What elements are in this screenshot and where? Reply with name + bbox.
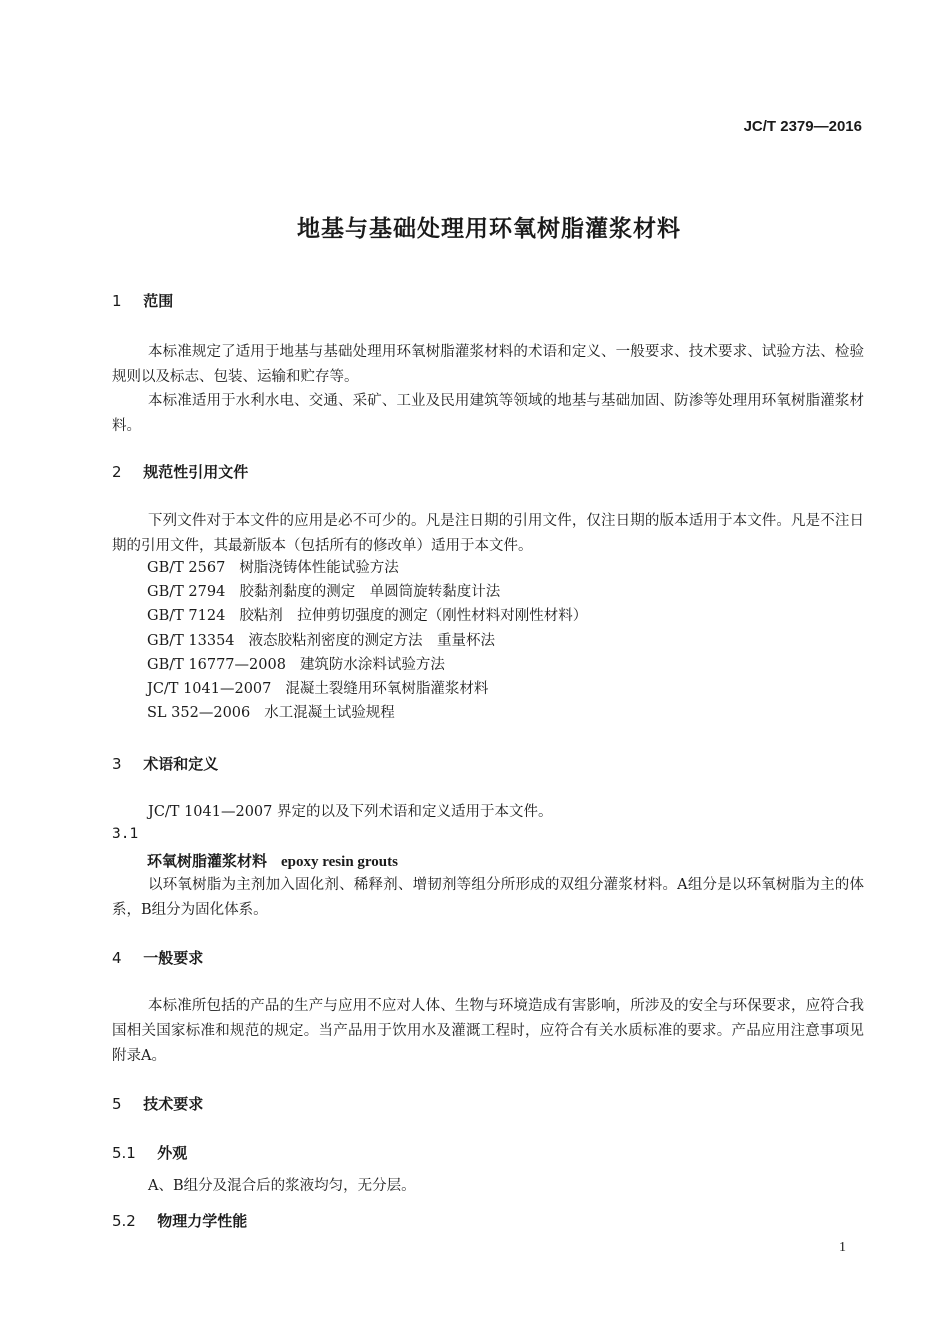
reference-code: GB/T 13354 <box>147 632 235 649</box>
section-5-2-heading <box>112 1210 247 1231</box>
section-1-heading <box>112 290 173 311</box>
page-number: 1 <box>839 1240 846 1255</box>
term-definition: 以环氧树脂为主剂加入固化剂、稀释剂、增韧剂等组分所形成的双组分灌浆材料。A组分是以环氧树脂为主的体系，B组分为固化体系。 <box>112 877 864 918</box>
section-4-heading <box>112 947 203 968</box>
reference-code: JC/T 1041—2007 <box>147 681 272 698</box>
section-3-intro: JC/T 1041—2007 界定的以及下列术语和定义适用于本文件。 <box>148 804 553 820</box>
section-number: 2 <box>112 463 122 481</box>
section-number: 5 <box>112 1095 122 1113</box>
section-3-heading <box>112 753 218 774</box>
section-5-1-heading <box>112 1142 187 1163</box>
section-number: 3 <box>112 755 122 773</box>
reference-title: 水工混凝土试验规程 <box>264 705 395 722</box>
section-title: 外观 <box>157 1144 188 1162</box>
section-number: 5.1 <box>112 1144 136 1162</box>
section-4-paragraph: 本标准所包括的产品的生产与应用不应对人体、生物与环境造成有害影响，所涉及的安全与环保要求，应符合我国相关国家标准和规范的规定。当产品用于饮用水及灌溉工程时，应符合有关水质标准的要求。产品应用注意事项见附录A。 <box>112 998 864 1064</box>
reference-code: GB/T 2794 <box>147 584 226 601</box>
reference-item <box>147 701 587 725</box>
reference-code: GB/T 2567 <box>147 560 226 576</box>
standard-code: JC/T 2379—2016 <box>743 118 862 135</box>
section-2-intro: 下列文件对于本文件的应用是必不可少的。凡是注日期的引用文件，仅注日期的版本适用于本文件。凡是不注日期的引用文件，其最新版本（包括所有的修改单）适用于本文件。 <box>112 513 864 554</box>
document-title: 地基与基础处理用环氧树脂灌浆材料 <box>297 216 681 242</box>
section-number: 5.2 <box>112 1212 136 1230</box>
reference-title: 液态胶粘剂密度的测定方法 重量杯法 <box>248 632 496 649</box>
reference-item <box>147 604 587 628</box>
reference-title: 胶粘剂 拉伸剪切强度的测定（刚性材料对刚性材料） <box>239 608 588 625</box>
reference-item <box>147 653 587 677</box>
reference-item <box>147 677 587 701</box>
reference-title: 胶黏剂黏度的测定 单圆筒旋转黏度计法 <box>239 584 501 601</box>
term-name <box>147 850 398 871</box>
reference-title: 建筑防水涂料试验方法 <box>299 656 445 673</box>
reference-code: GB/T 16777—2008 <box>147 656 286 673</box>
reference-code: GB/T 7124 <box>147 608 226 625</box>
section-title: 术语和定义 <box>143 755 219 773</box>
section-title: 一般要求 <box>143 949 204 967</box>
reference-title: 混凝土裂缝用环氧树脂灌浆材料 <box>285 681 489 698</box>
reference-item <box>147 580 587 604</box>
section-title: 范围 <box>143 292 174 310</box>
reference-item <box>147 556 587 580</box>
reference-item <box>147 629 587 653</box>
section-title: 物理力学性能 <box>157 1212 248 1230</box>
section-5-heading <box>112 1093 203 1114</box>
reference-code: SL 352—2006 <box>147 705 251 722</box>
reference-title: 树脂浇铸体性能试验方法 <box>239 560 399 576</box>
section-title: 规范性引用文件 <box>143 463 249 481</box>
section-2-heading <box>112 461 248 482</box>
reference-list <box>147 556 587 725</box>
term-name-cn: 环氧树脂灌浆材料 <box>147 852 268 870</box>
section-1-paragraph-2: 本标准适用于水利水电、交通、采矿、工业及民用建筑等领域的地基与基础加固、防渗等处理用环氧树脂灌浆材料。 <box>112 393 864 434</box>
section-title: 技术要求 <box>143 1095 204 1113</box>
section-5-1-text: A、B组分及混合后的浆液均匀，无分层。 <box>148 1178 416 1194</box>
section-number: 4 <box>112 949 122 967</box>
term-name-en: epoxy resin grouts <box>281 854 398 870</box>
term-number: 3.1 <box>112 826 139 842</box>
section-number: 1 <box>112 292 122 310</box>
section-1-paragraph-1: 本标准规定了适用于地基与基础处理用环氧树脂灌浆材料的术语和定义、一般要求、技术要求、试验方法、检验规则以及标志、包装、运输和贮存等。 <box>112 344 864 385</box>
